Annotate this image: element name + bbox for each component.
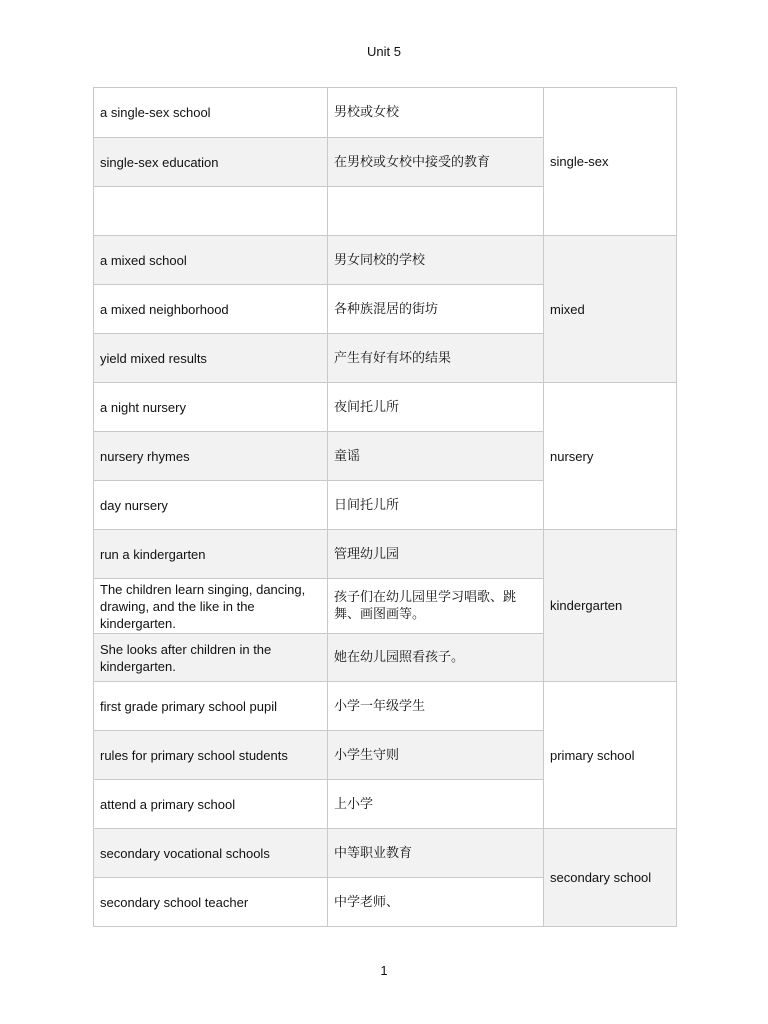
chinese-translation: 男校或女校 (328, 88, 544, 138)
chinese-translation: 中学老师、 (328, 878, 544, 927)
chinese-translation: 童谣 (328, 432, 544, 481)
english-phrase: run a kindergarten (94, 530, 328, 579)
english-phrase: nursery rhymes (94, 432, 328, 481)
chinese-translation: 产生有好有坏的结果 (328, 334, 544, 383)
chinese-translation: 孩子们在幼儿园里学习唱歌、跳舞、画图画等。 (328, 579, 544, 634)
english-phrase: She looks after children in the kindergarten. (94, 634, 328, 682)
english-phrase: yield mixed results (94, 334, 328, 383)
table-row (94, 530, 677, 579)
english-phrase: a mixed neighborhood (94, 285, 328, 334)
chinese-translation: 上小学 (328, 780, 544, 829)
english-phrase: The children learn singing, dancing, drawing, and the like in the kindergarten. (94, 579, 328, 634)
english-phrase: first grade primary school pupil (94, 682, 328, 731)
chinese-translation: 小学生守则 (328, 731, 544, 780)
english-phrase: attend a primary school (94, 780, 328, 829)
keyword-cell: single-sex (544, 88, 677, 236)
english-phrase: a mixed school (94, 236, 328, 285)
table-row (94, 829, 677, 878)
page-number: 1 (380, 963, 388, 978)
chinese-translation: 日间托儿所 (328, 481, 544, 530)
english-phrase: secondary vocational schools (94, 829, 328, 878)
vocabulary-table (93, 87, 677, 927)
chinese-translation: 管理幼儿园 (328, 530, 544, 579)
english-phrase: secondary school teacher (94, 878, 328, 927)
keyword-cell: nursery (544, 383, 677, 530)
keyword-cell: mixed (544, 236, 677, 383)
keyword-cell: kindergarten (544, 530, 677, 682)
chinese-translation (328, 187, 544, 236)
chinese-translation: 夜间托儿所 (328, 383, 544, 432)
chinese-translation: 男女同校的学校 (328, 236, 544, 285)
english-phrase: a single-sex school (94, 88, 328, 138)
english-phrase: a night nursery (94, 383, 328, 432)
chinese-translation: 小学一年级学生 (328, 682, 544, 731)
chinese-translation: 中等职业教育 (328, 829, 544, 878)
english-phrase: day nursery (94, 481, 328, 530)
chinese-translation: 在男校或女校中接受的教育 (328, 138, 544, 187)
chinese-translation: 各种族混居的街坊 (328, 285, 544, 334)
english-phrase: single-sex education (94, 138, 328, 187)
keyword-cell: primary school (544, 682, 677, 829)
table-row (94, 236, 677, 285)
table-row (94, 682, 677, 731)
english-phrase (94, 187, 328, 236)
table-row (94, 383, 677, 432)
table-row (94, 88, 677, 138)
keyword-cell: secondary school (544, 829, 677, 927)
chinese-translation: 她在幼儿园照看孩子。 (328, 634, 544, 682)
english-phrase: rules for primary school students (94, 731, 328, 780)
page-header: Unit 5 (367, 44, 401, 59)
